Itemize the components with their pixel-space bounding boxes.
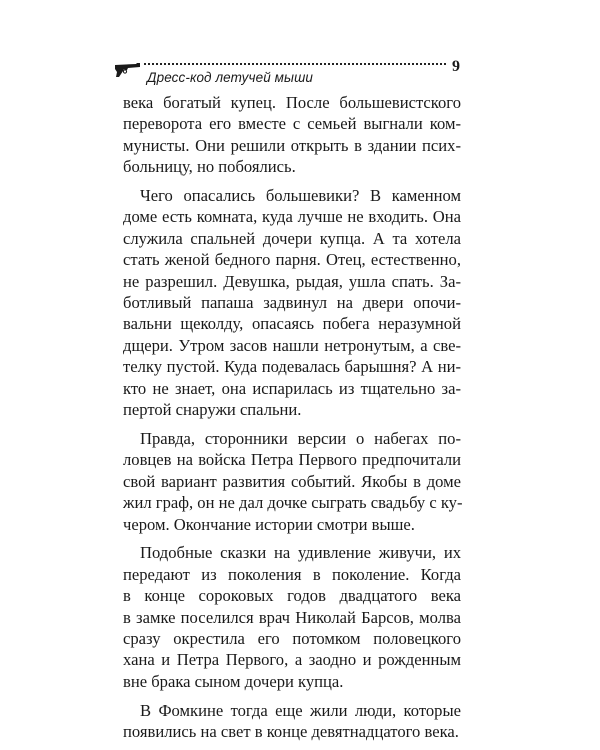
text-line: переворота его вместе с семьей выгнали ком- [123, 114, 461, 134]
paragraph [123, 428, 461, 535]
text-line: мунисты. Они решили открыть в здании псих- [123, 135, 461, 155]
text-line: пертой снаружи спальни. [123, 400, 302, 420]
text-line: телку пустой. Куда подевалась барышня? А ни- [123, 357, 461, 377]
text-line: века богатый купец. После большевистского [123, 93, 461, 112]
text-line: Правда, сторонники версии о набегах по- [140, 428, 461, 448]
text-line: чером. Окончание истории смотри выше. [123, 514, 415, 534]
text-line: вне брака сыном дочери купца. [123, 671, 344, 691]
text-line: в замке поселился врач Николай Барсов, молва [123, 607, 461, 627]
text-line: не разрешил. Девушка, рыдая, ушла спать. За- [123, 271, 461, 291]
text-line: сразу окрестила его потомком половецкого [123, 628, 461, 648]
text-line: доме есть комната, куда лучше не входить. Она [123, 207, 461, 227]
paragraph [123, 185, 461, 420]
text-line: появились на свет в конце девятнадцатого века. [123, 721, 459, 741]
paragraph [123, 92, 461, 178]
paragraph [123, 700, 461, 743]
text-line: дщери. Утром засов нашли нетронутым, а све- [123, 335, 461, 355]
text-line: Подобные сказки на удивление живучи, их [140, 543, 461, 563]
text-line: передают из поколения в поколение. Когда [123, 564, 461, 584]
text-line: Чего опасались большевики? В каменном [140, 186, 461, 206]
paragraph [123, 542, 461, 692]
text-line: ботливый папаша задвинул на двери опочи- [123, 293, 461, 313]
text-line: больницу, но побоялись. [123, 157, 296, 177]
text-line: свой вариант развития событий. Якобы в доме [123, 471, 461, 491]
running-title: Дресс-код летучей мыши [147, 70, 313, 85]
text-line: вальни щеколду, опасаясь побега неразумной [123, 314, 461, 334]
revolver-icon [114, 62, 142, 78]
text-line: кто не знает, она испарилась из тщательно за- [123, 378, 461, 398]
header-dotted-rule [144, 63, 446, 65]
running-header [114, 58, 460, 88]
body-text [123, 92, 461, 750]
text-line: служила спальней дочери купца. А та хотела [123, 228, 461, 248]
text-line: стать женой бедного парня. Отец, естественно, [123, 250, 461, 270]
text-line: жил граф, он не дал дочке сыграть свадьбу с ку- [123, 493, 463, 513]
text-line: ловцев на войска Петра Первого предпочитали [123, 450, 461, 470]
text-line: хана и Петра Первого, а заодно и рожденным [123, 650, 461, 670]
text-line: В Фомкине тогда еще жили люди, которые [140, 700, 461, 720]
text-line: в конце сороковых годов двадцатого века [123, 586, 461, 606]
page-number: 9 [452, 58, 460, 75]
